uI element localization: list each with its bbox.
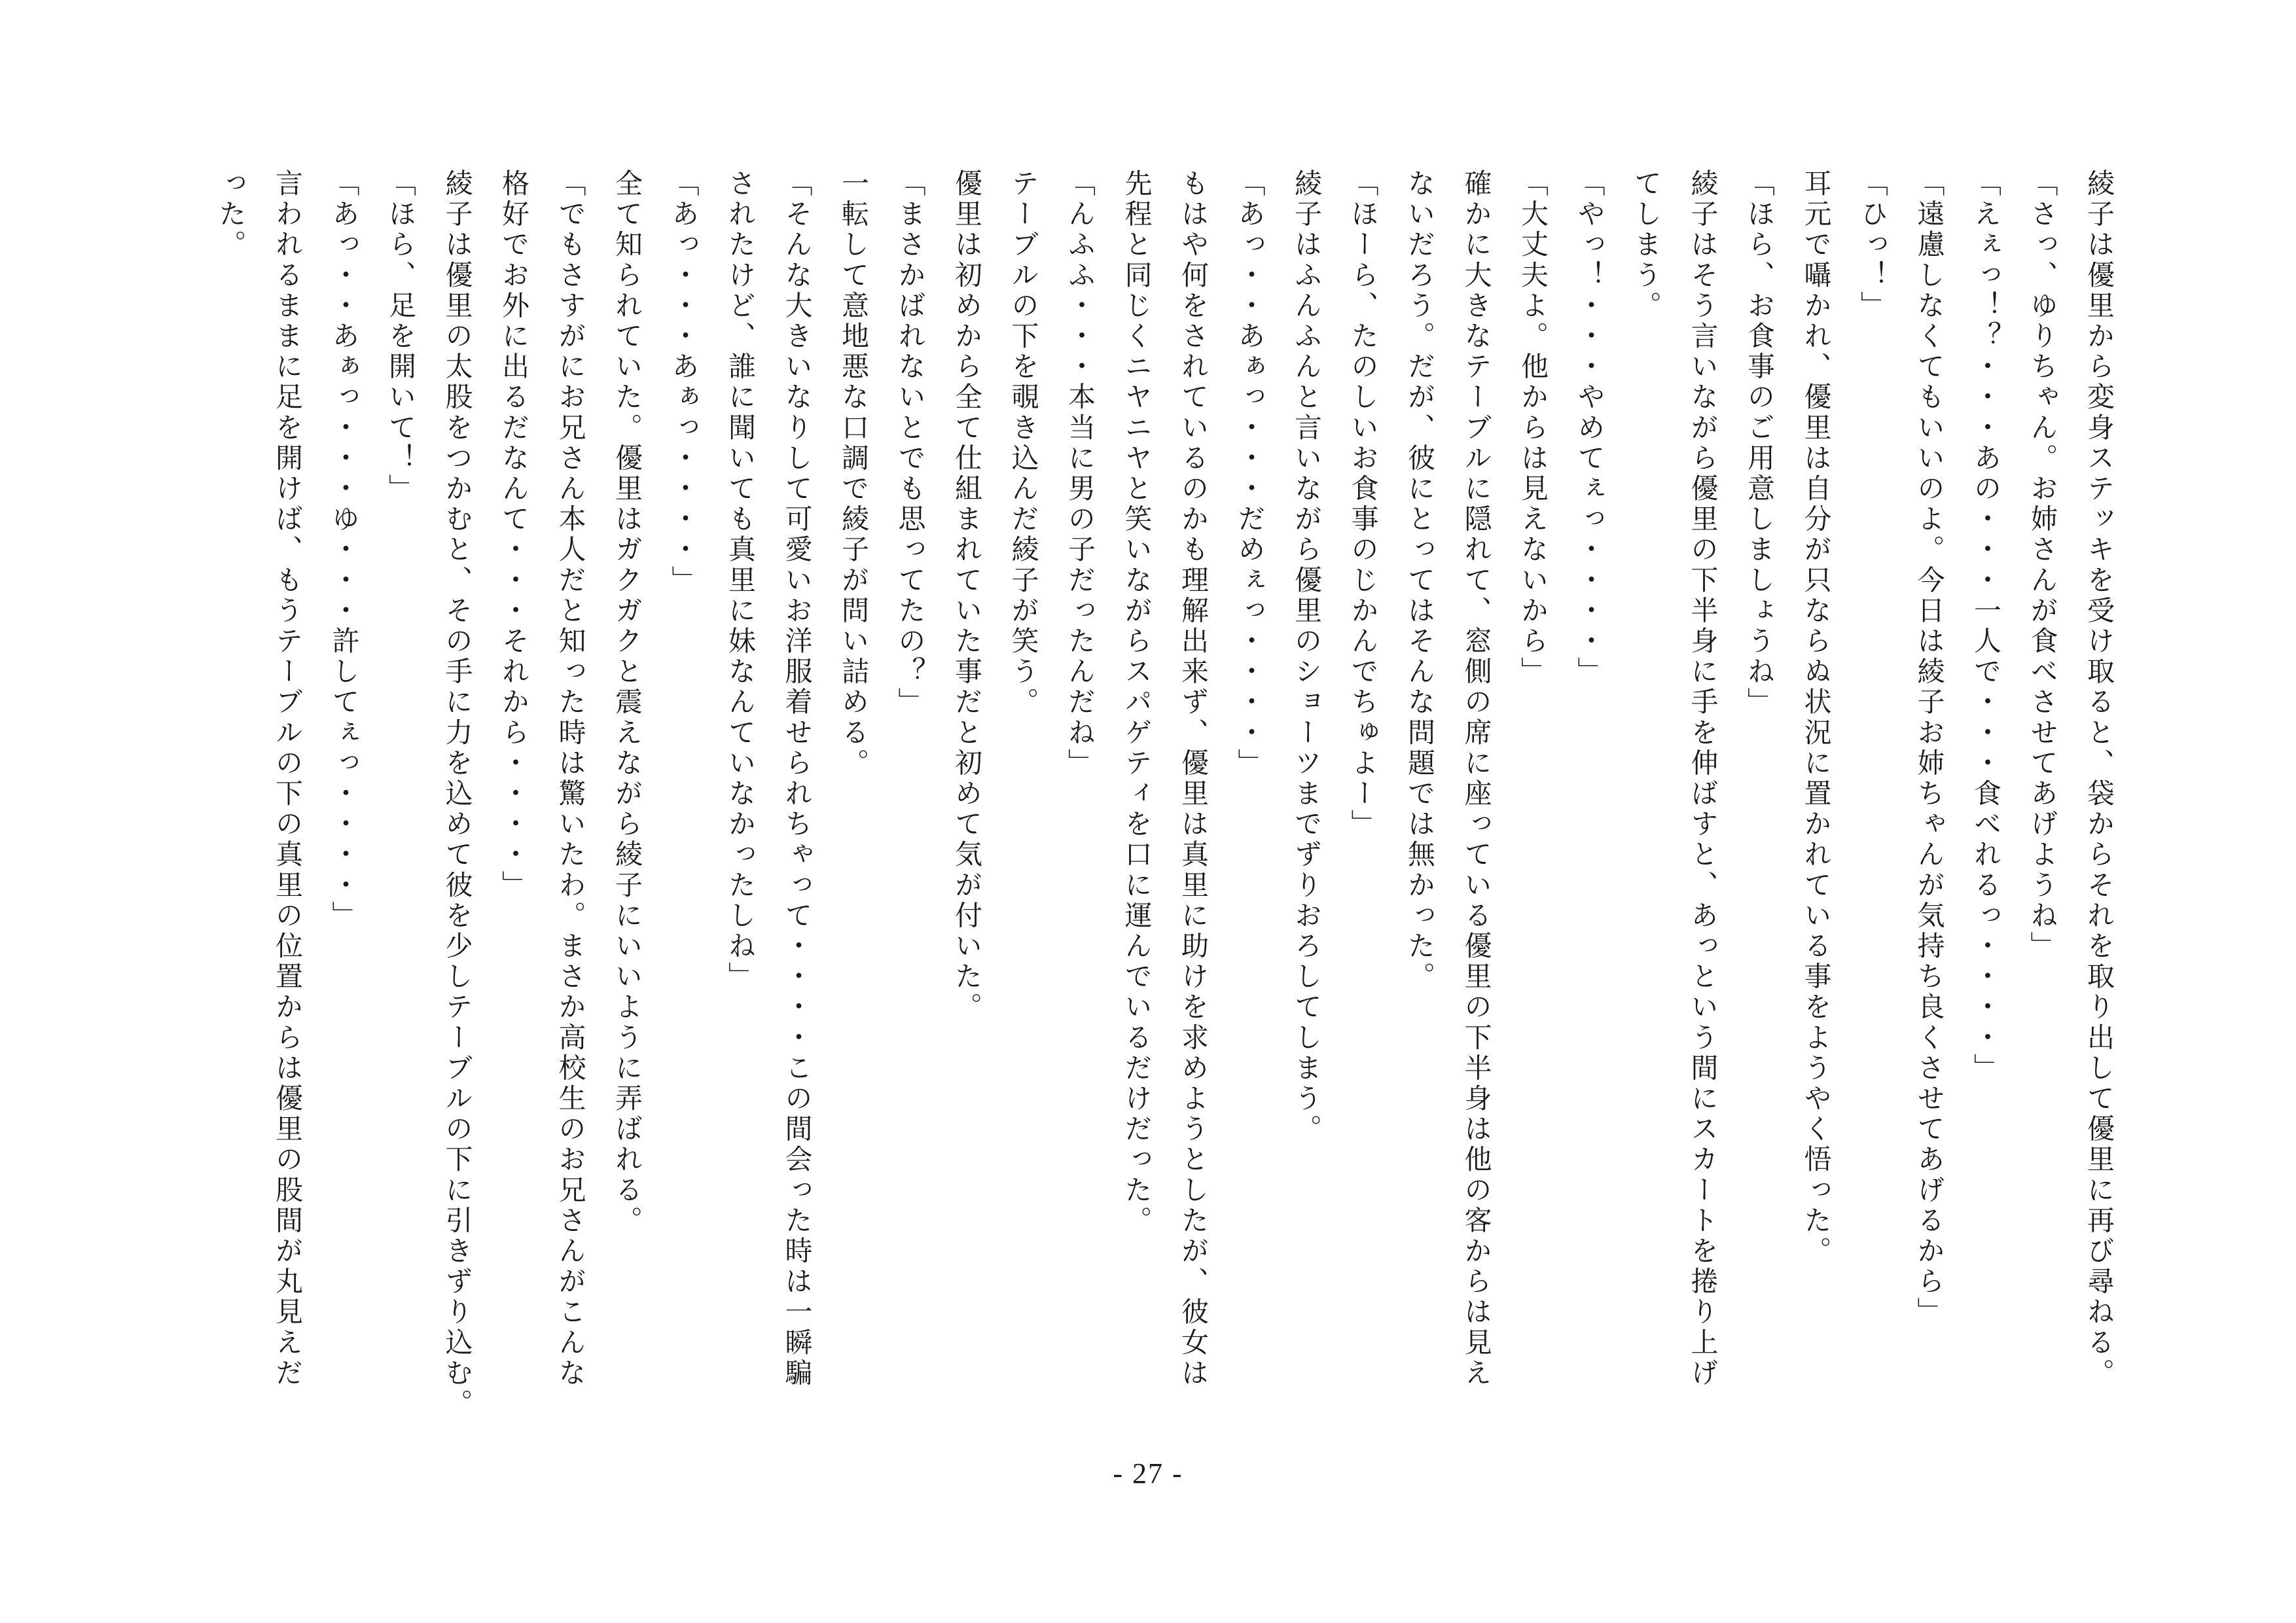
text-line: 綾子は優里から変身ステッキを受け取ると、袋からそれを取り出して優里に再び尋ねる。	[2083, 169, 2115, 1389]
text-line: 確かに大きなテーブルに隠れて、窓側の席に座っている優里の下半身は他の客からは見え	[1460, 169, 1493, 1389]
text-line: 「まさかばれないとでも思ってたの？」	[894, 169, 927, 718]
text-line: 「遠慮しなくてもいいのよ。今日は綾子お姉ちゃんが気持ち良くさせてあげるから」	[1913, 169, 1946, 1328]
text-line: 全て知られていた。優里はガクガクと震えながら綾子にいいように弄ばれる。	[611, 169, 643, 1236]
text-line: った。	[215, 169, 247, 260]
text-line: 綾子はふんふんと言いながら優里のショーツまでずりおろしてしまう。	[1291, 169, 1323, 1145]
text-line: ないだろう。だが、彼にとってはそんな問題では無かった。	[1404, 169, 1436, 993]
text-line: 先程と同じくニヤニヤと笑いながらスパゲティを口に運んでいるだけだった。	[1121, 169, 1153, 1236]
text-line: 「さっ、ゆりちゃん。お姉さんが食べさせてあげようね」	[2026, 169, 2059, 962]
text-line: 「えぇっ！？・・・あの・・・一人で・・・食べれるっ・・・・」	[1970, 169, 2002, 1084]
text-line: 一転して意地悪な口調で綾子が問い詰める。	[838, 169, 870, 779]
text-line: 「ほら、足を開いて！」	[385, 169, 417, 505]
text-line: 「んふふ・・・本当に男の子だったんだね」	[1064, 169, 1096, 779]
text-line: 優里は初めから全て仕組まれていた事だと初めて気が付いた。	[951, 169, 983, 1023]
text-line: もはや何をされているのかも理解出来ず、優里は真里に助けを求めようとしたが、彼女は	[1177, 169, 1210, 1389]
text-line: 「でもさすがにお兄さん本人だと知った時は驚いたわ。まさか高校生のお兄さんがこんな	[554, 169, 587, 1389]
text-line: テーブルの下を覗き込んだ綾子が笑う。	[1007, 169, 1040, 718]
text-line: 「あっ・・あぁっ・・・だめぇっ・・・・」	[1234, 169, 1266, 779]
text-line: 「ほーら、たのしいお食事のじかんでちゅよー」	[1347, 169, 1380, 840]
text-line: 綾子はそう言いながら優里の下半身に手を伸ばすと、あっという間にスカートを捲り上げ	[1687, 169, 1719, 1389]
text-line: 「ほら、お食事のご用意しましょうね」	[1744, 169, 1776, 718]
vertical-text-body	[164, 169, 2127, 1484]
text-line: 耳元で囁かれ、優里は自分が只ならぬ状況に置かれている事をようやく悟った。	[1800, 169, 1833, 1267]
text-line: 「そんな大きいなりして可愛いお洋服着せられちゃって・・・・この間会った時は一瞬騙	[781, 169, 814, 1389]
text-line: 「あっ・・・あぁっ・・・・」	[668, 169, 700, 596]
text-line: 「ひっ！」	[1857, 169, 1889, 321]
text-line: されたけど、誰に聞いても真里に妹なんていなかったしね」	[725, 169, 757, 993]
text-line: 綾子は優里の太股をつかむと、その手に力を込めて彼を少しテーブルの下に引きずり込む。	[441, 169, 474, 1419]
text-line: 「あっ・・あぁっ・・・ゆ・・・許してぇっ・・・・」	[328, 169, 361, 931]
page-number: - 27 -	[1113, 1457, 1183, 1489]
text-line: 「やっ！・・・やめてぇっ・・・・」	[1573, 169, 1606, 688]
text-line: 「大丈夫よ。他からは見えないから」	[1517, 169, 1549, 688]
text-line: 言われるままに足を開けば、もうテーブルの下の真里の位置からは優里の股間が丸見えだ	[272, 169, 304, 1389]
text-line: 格好でお外に出るだなんて・・・それから・・・・」	[498, 169, 530, 901]
text-line: てしまう。	[1630, 169, 1662, 321]
